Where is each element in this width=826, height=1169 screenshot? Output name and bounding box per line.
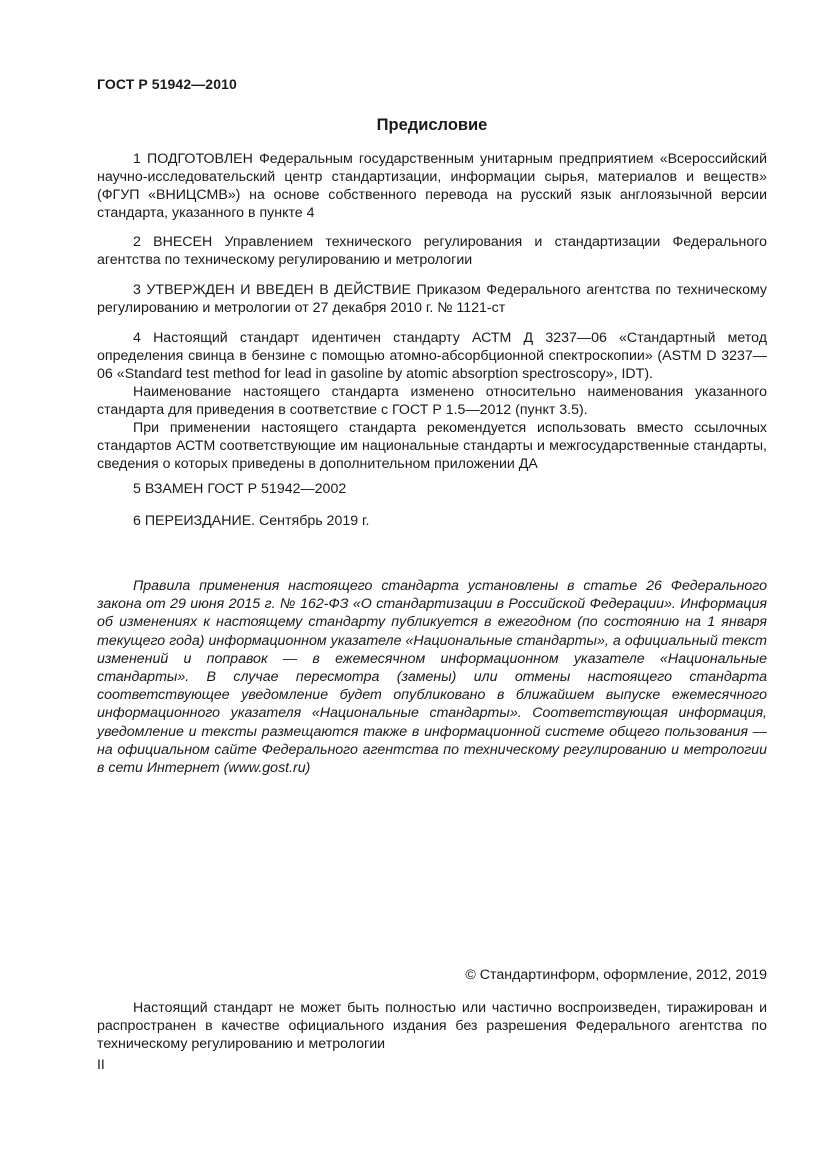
document-page bbox=[97, 0, 767, 1169]
page-title: Предисловие bbox=[376, 116, 488, 134]
application-rules-text: Правила применения настоящего стандарта установлены в статье 26 Федерального закона от 29 июня 2015 г. № 162-ФЗ «О стандартизации в Российской Федерации». Информация об изменениях к настоящему стандарту публикуется в ежегодном (по состоянию на 1 января текущего года) информационном указателе «Национальные стандарты», а официальный текст изменений и поправок — в ежемесячном информационном указателе «Национальные стандарты». В случае пересмотра (замены) или отмены настоящего стандарта соответствующее уведомление будет опубликовано в ближайшем выпуске ежемесячного информационного указателя «Национальные стандарты». Соответствующая информация, уведомление и тексты размещаются также в информационной системе общего пользования — на официальном сайте Федерального агентства по техническому регулированию и метрологии в сети Интернет (www.gost.ru) bbox=[97, 578, 767, 777]
foreword-item-text: 4 Настоящий стандарт идентичен стандарту АСТМ Д 3237—06 «Стандартный метод определения свинца в бензине с помощью атомно-абсорбционной спектроскопии» (ASTM D 3237—06 «Standard test method for lead in gasoline by atomic absorption spectroscopy», IDT). bbox=[97, 330, 767, 382]
reproduction-notice bbox=[97, 999, 767, 1053]
foreword-item-1 bbox=[97, 150, 767, 222]
standard-code-header: ГОСТ Р 51942—2010 bbox=[97, 76, 237, 92]
foreword-item-text: 6 ПЕРЕИЗДАНИЕ. Сентябрь 2019 г. bbox=[133, 513, 370, 529]
copyright-line: © Стандартинформ, оформление, 2012, 2019 bbox=[465, 967, 767, 983]
reproduction-notice-text: Настоящий стандарт не может быть полностью или частично воспроизведен, тиражирован и распространен в качестве официального издания без разрешения Федерального агентства по техническому регулированию и метрологии bbox=[97, 1000, 767, 1052]
foreword-item-text: 3 УТВЕРЖДЕН И ВВЕДЕН В ДЕЙСТВИЕ Приказом Федерального агентства по техническому регулированию и метрологии от 27 декабря 2010 г. № 1121-ст bbox=[97, 282, 767, 316]
foreword-item-extra: При применении настоящего стандарта рекомендуется использовать вместо ссылочных стандартов АСТМ соответствующие им национальные стандарты и межгосударственные стандарты, сведения о которых приведены в дополнительном приложении ДА bbox=[97, 420, 767, 472]
foreword-item-2 bbox=[97, 233, 767, 269]
foreword-item-6 bbox=[97, 512, 767, 530]
foreword-item-3 bbox=[97, 281, 767, 317]
application-rules-note bbox=[97, 577, 767, 777]
foreword-item-text: 1 ПОДГОТОВЛЕН Федеральным государственным унитарным предприятием «Всероссийский научно-исследовательский центр стандартизации, информации сырья, материалов и веществ» (ФГУП «ВНИЦСМВ») на основе собственного перевода на русский язык англоязычной версии стандарта, указанного в пункте 4 bbox=[97, 151, 767, 221]
foreword-item-text: 5 ВЗАМЕН ГОСТ Р 51942—2002 bbox=[133, 481, 347, 497]
foreword-item-extra: Наименование настоящего стандарта изменено относительно наименования указанного стандарта для приведения в соответствие с ГОСТ Р 1.5—2012 (пункт 3.5). bbox=[97, 384, 767, 418]
foreword-item-5 bbox=[97, 480, 767, 498]
foreword-item-text: 2 ВНЕСЕН Управлением технического регулирования и стандартизации Федерального агентства по техническому регулированию и метрологии bbox=[97, 234, 767, 268]
foreword-item-4 bbox=[97, 329, 767, 473]
page-number: II bbox=[97, 1056, 105, 1072]
